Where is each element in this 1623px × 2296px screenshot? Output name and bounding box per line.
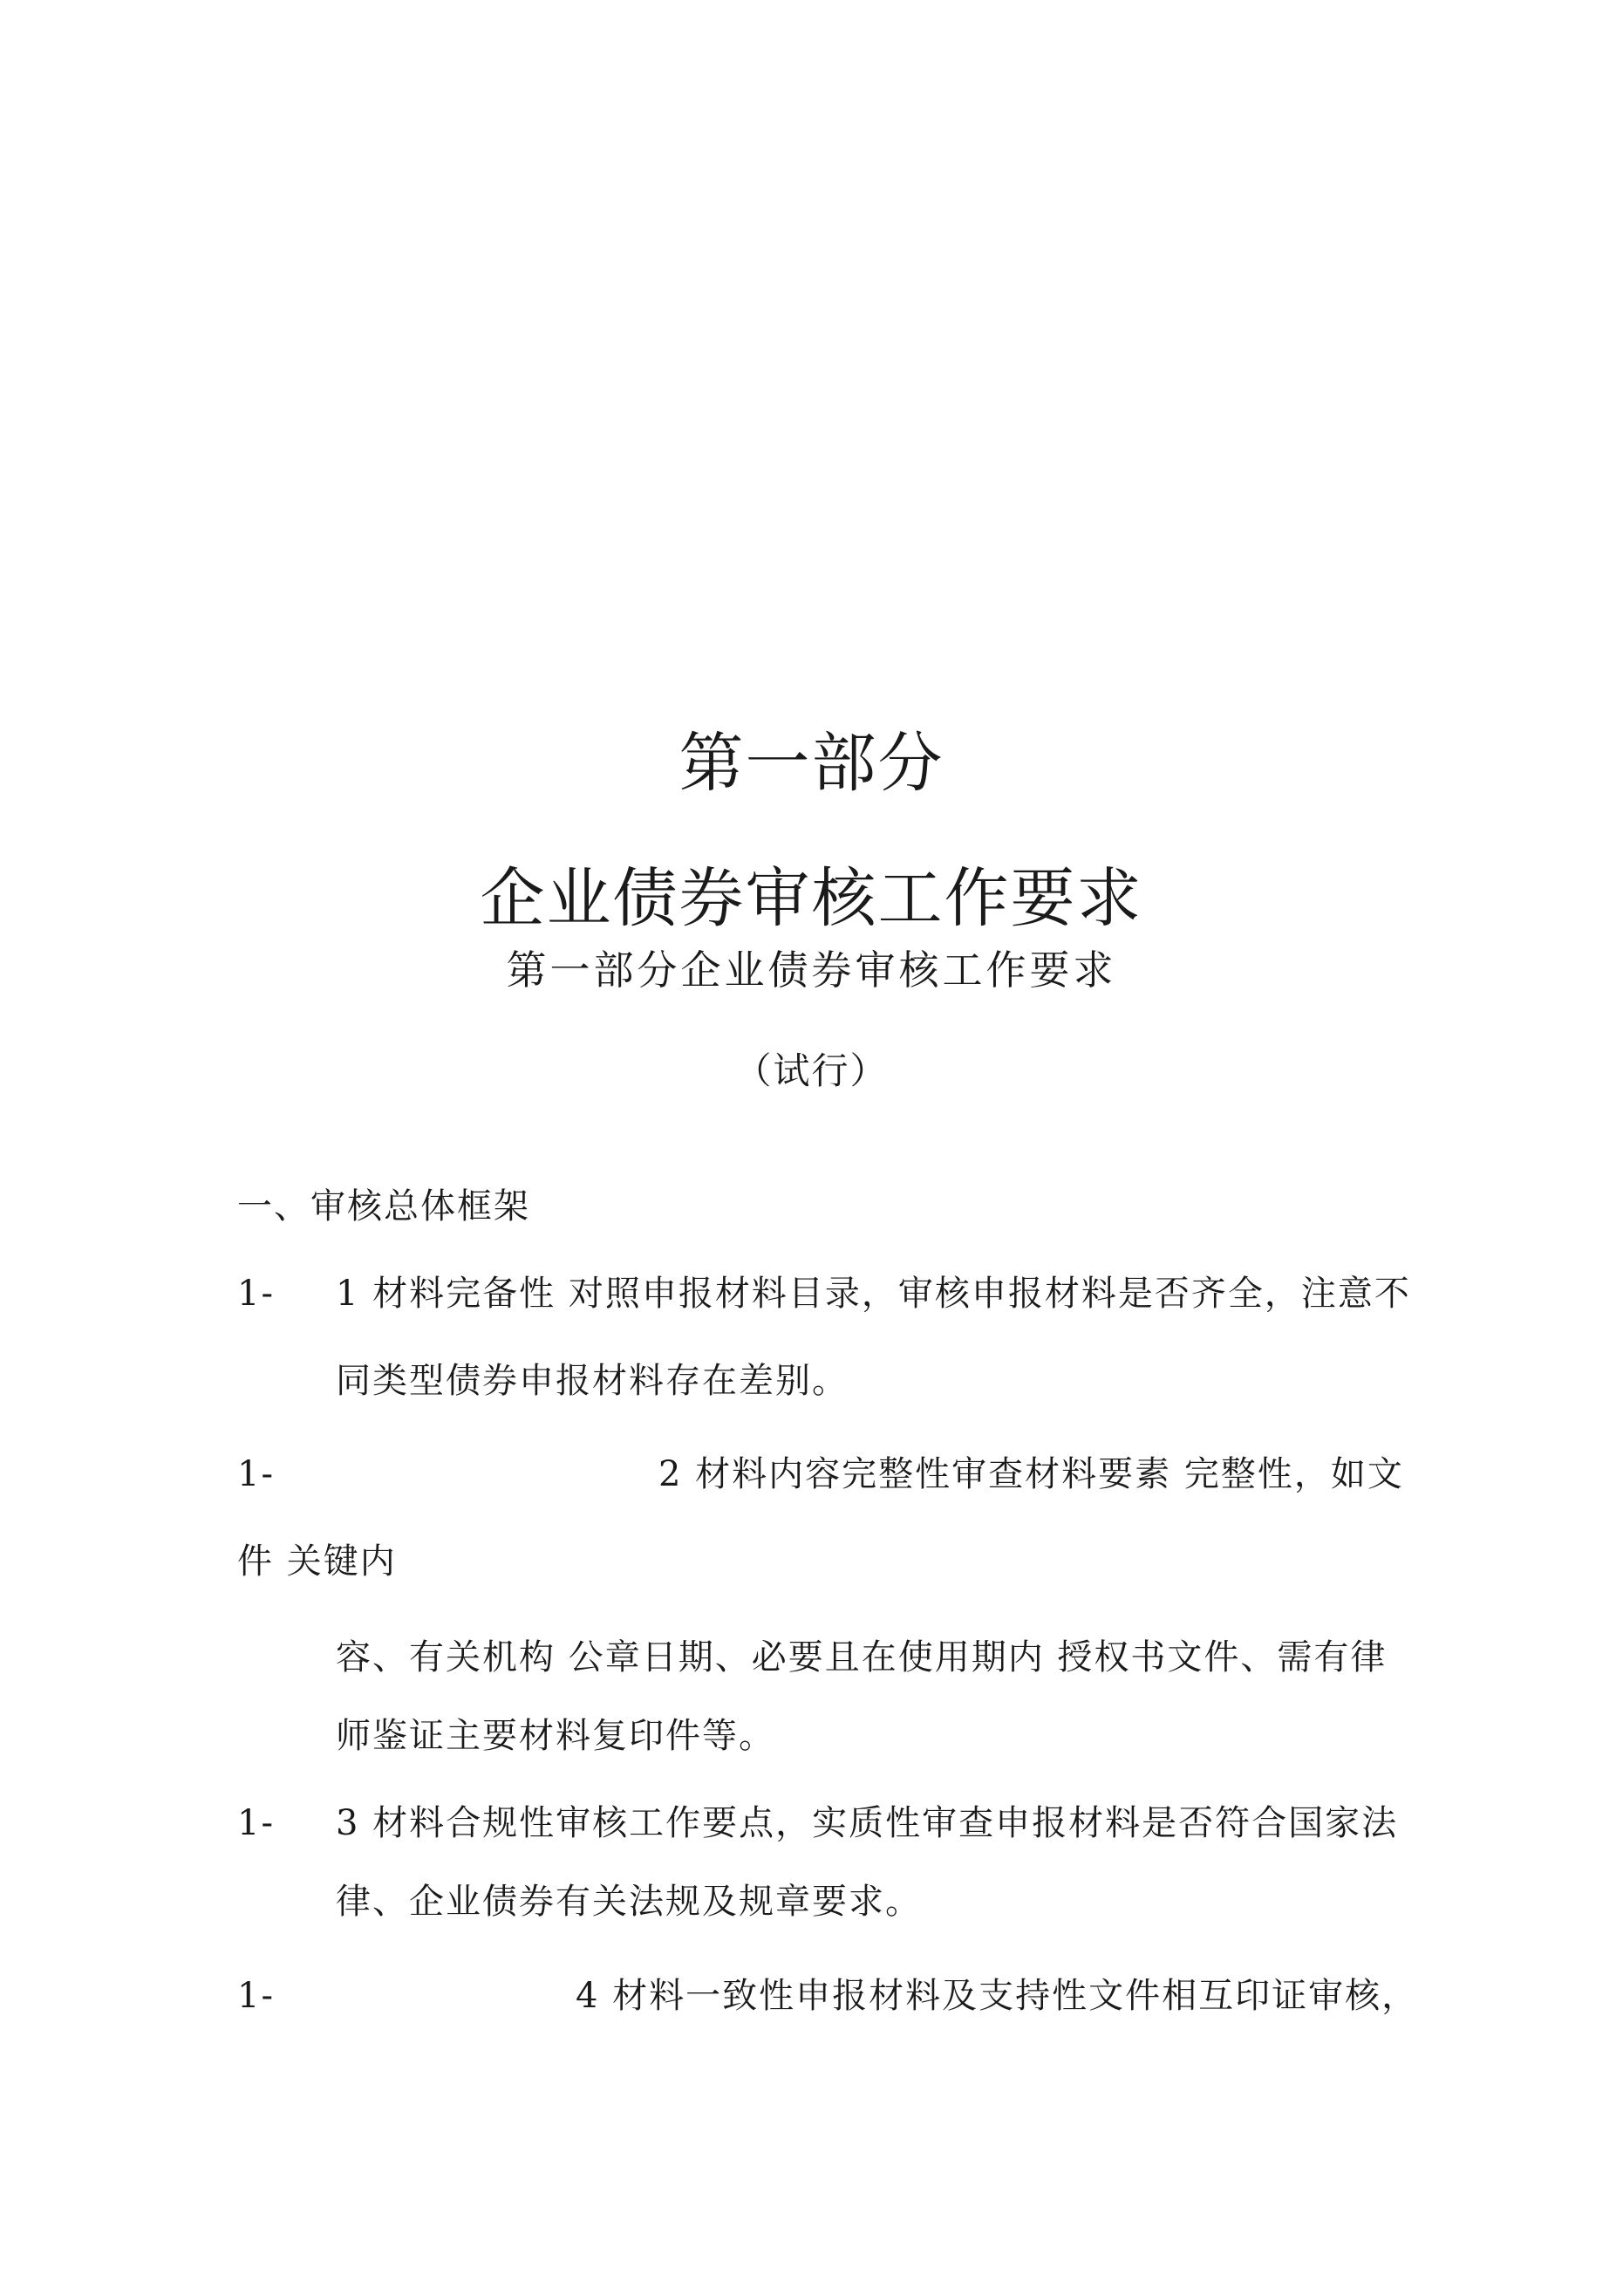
item-number: 1-: [237, 1454, 275, 1494]
subtitle: 第一部分企业债券审核工作要求: [506, 946, 1117, 994]
item-text-line: 容、有关机构 公章日期、必要且在使用期内 授权书文件、需有律: [336, 1637, 1388, 1678]
item-number: 1-: [237, 1976, 275, 2016]
main-title: 企业债券审核工作要求: [480, 861, 1143, 936]
item-text-line: 师鉴证主要材料复印件等。: [336, 1716, 775, 1756]
trial-label: （试行）: [734, 1049, 889, 1092]
item-text-line: 3 材料合规性审核工作要点，实质性审查申报材料是否符合国家法: [336, 1803, 1399, 1843]
item-text-line: 4 材料一致性申报材料及支持性文件相互印证审核，: [576, 1976, 1419, 2016]
item-text-line: 1 材料完备性 对照申报材料目录，审核申报材料是否齐全，注意不: [336, 1274, 1411, 1314]
item-number: 1-: [237, 1274, 275, 1314]
part-title: 第一部分: [679, 726, 944, 801]
section-heading: 一、审核总体框架: [237, 1186, 530, 1227]
item-text-line: 同类型债券申报材料存在差别。: [336, 1361, 849, 1401]
item-number: 1-: [237, 1803, 275, 1843]
item-text-line: 件 关键内: [237, 1541, 397, 1582]
item-text-line: 2 材料内容完整性审查材料要素 完整性，如文: [658, 1454, 1404, 1494]
item-text-line: 律、企业债券有关法规及规章要求。: [336, 1882, 922, 1922]
